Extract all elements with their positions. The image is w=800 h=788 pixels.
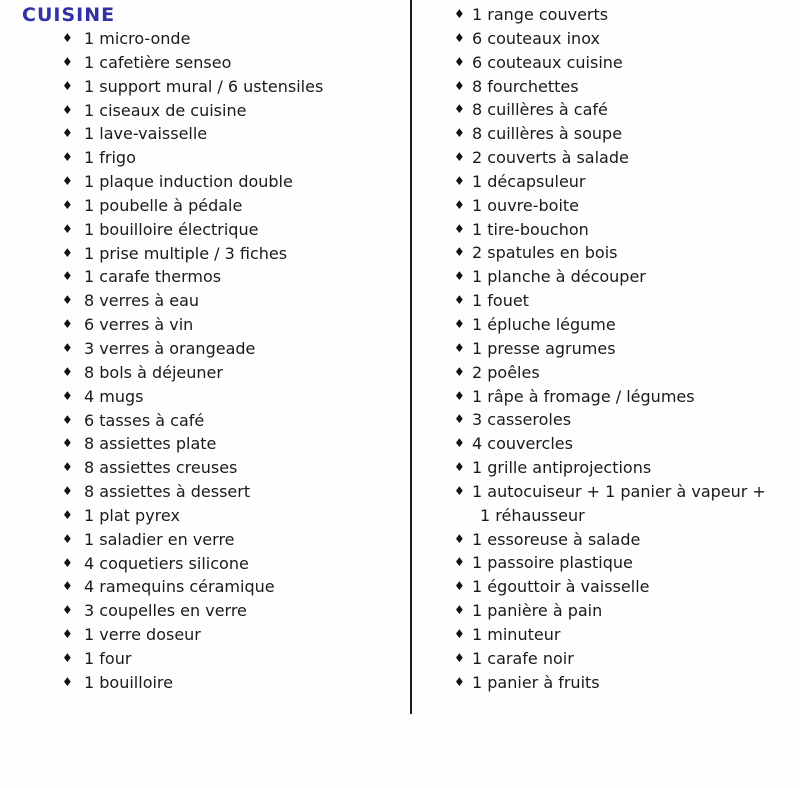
list-item	[412, 575, 800, 599]
item-text: 4 couvercles	[472, 434, 573, 454]
diamond-bullet-icon: ♦	[62, 460, 73, 475]
item-text: 1 panier à fruits	[472, 672, 600, 692]
item-text: 1 ciseaux de cuisine	[84, 100, 247, 120]
list-item	[0, 289, 410, 313]
list-item	[0, 599, 410, 623]
list-item	[0, 27, 410, 51]
list-item	[0, 647, 410, 671]
diamond-bullet-icon: ♦	[454, 650, 465, 665]
list-item	[412, 385, 800, 409]
diamond-bullet-icon: ♦	[62, 484, 73, 499]
diamond-bullet-icon: ♦	[454, 674, 465, 689]
list-item	[412, 480, 800, 528]
list-item	[0, 385, 410, 409]
diamond-bullet-icon: ♦	[454, 221, 465, 236]
list-item	[412, 623, 800, 647]
diamond-bullet-icon: ♦	[454, 269, 465, 284]
item-text: 1 autocuiseur + 1 panier à vapeur + 1 réhausseur	[472, 481, 766, 525]
diamond-bullet-icon: ♦	[62, 197, 73, 212]
list-item	[412, 218, 800, 242]
item-text: 1 verre doseur	[84, 625, 201, 645]
item-text: 8 bols à déjeuner	[84, 362, 223, 382]
item-text: 3 casseroles	[472, 410, 572, 430]
list-item	[412, 528, 800, 552]
item-text: 4 coquetiers silicone	[84, 553, 249, 573]
item-text: 1 épluche légume	[472, 314, 616, 334]
diamond-bullet-icon: ♦	[454, 7, 465, 21]
item-text: 1 prise multiple / 3 fiches	[84, 243, 288, 263]
item-text: 1 bouilloire électrique	[84, 219, 259, 239]
diamond-bullet-icon: ♦	[62, 31, 73, 45]
item-text: 8 assiettes à dessert	[84, 482, 251, 502]
item-text: 1 micro-onde	[84, 29, 191, 48]
diamond-bullet-icon: ♦	[62, 555, 73, 570]
diamond-bullet-icon: ♦	[454, 483, 465, 498]
list-item	[412, 599, 800, 623]
diamond-bullet-icon: ♦	[454, 555, 465, 570]
diamond-bullet-icon: ♦	[454, 293, 465, 308]
diamond-bullet-icon: ♦	[62, 126, 73, 141]
item-text: 1 support mural / 6 ustensiles	[84, 76, 324, 96]
list-item	[0, 122, 410, 146]
list-item	[412, 170, 800, 194]
list-item	[412, 408, 800, 432]
list-item	[412, 241, 800, 265]
item-text: 1 ouvre-boite	[472, 195, 580, 215]
item-text: 4 ramequins céramique	[84, 577, 275, 597]
diamond-bullet-icon: ♦	[454, 30, 465, 45]
list-item	[0, 313, 410, 337]
item-text: 1 minuteur	[472, 624, 561, 644]
diamond-bullet-icon: ♦	[62, 245, 73, 260]
list-item	[0, 242, 410, 266]
item-text: 1 presse agrumes	[472, 338, 616, 358]
list-item	[0, 528, 410, 552]
diamond-bullet-icon: ♦	[62, 531, 73, 546]
diamond-bullet-icon: ♦	[62, 627, 73, 642]
item-text: 1 four	[84, 648, 132, 668]
list-item	[412, 51, 800, 75]
diamond-bullet-icon: ♦	[62, 150, 73, 165]
item-text: 8 cuillères à soupe	[472, 124, 623, 144]
diamond-bullet-icon: ♦	[62, 674, 73, 689]
diamond-bullet-icon: ♦	[454, 388, 465, 403]
item-text: 1 tire-bouchon	[472, 219, 589, 239]
diamond-bullet-icon: ♦	[454, 126, 465, 141]
diamond-bullet-icon: ♦	[62, 507, 73, 522]
page-title: CUISINE	[22, 4, 116, 26]
list-item	[412, 3, 800, 27]
diamond-bullet-icon: ♦	[454, 340, 465, 355]
diamond-bullet-icon: ♦	[62, 412, 73, 427]
list-item	[412, 146, 800, 170]
item-text: 6 couteaux cuisine	[472, 52, 623, 72]
item-text: 1 bouilloire	[84, 672, 173, 692]
list-item	[0, 194, 410, 218]
right-item-list	[412, 3, 800, 694]
item-text: 1 râpe à fromage / légumes	[472, 386, 695, 406]
list-item	[0, 146, 410, 170]
list-item	[0, 99, 410, 123]
item-text: 8 cuillères à café	[472, 100, 608, 120]
diamond-bullet-icon: ♦	[454, 579, 465, 594]
list-item	[0, 623, 410, 647]
list-item	[0, 51, 410, 75]
item-text: 1 égouttoir à vaisselle	[472, 577, 650, 597]
list-item	[412, 194, 800, 218]
diamond-bullet-icon: ♦	[62, 269, 73, 284]
diamond-bullet-icon: ♦	[454, 54, 465, 69]
item-text: 1 cafetière senseo	[84, 52, 232, 72]
diamond-bullet-icon: ♦	[454, 245, 465, 260]
left-column	[0, 3, 410, 695]
list-item	[412, 98, 800, 122]
item-text: 6 couteaux inox	[472, 28, 600, 48]
right-column	[412, 3, 800, 694]
list-item	[412, 671, 800, 695]
diamond-bullet-icon: ♦	[62, 317, 73, 332]
diamond-bullet-icon: ♦	[454, 102, 465, 117]
item-text: 1 planche à découper	[472, 267, 646, 287]
item-text: 1 range couverts	[472, 5, 609, 24]
item-text: 1 fouet	[472, 291, 529, 311]
diamond-bullet-icon: ♦	[62, 340, 73, 355]
item-text: 2 spatules en bois	[472, 243, 618, 263]
diamond-bullet-icon: ♦	[454, 603, 465, 618]
item-text: 1 poubelle à pédale	[84, 195, 243, 215]
list-item	[412, 289, 800, 313]
diamond-bullet-icon: ♦	[454, 78, 465, 93]
item-text: 6 verres à vin	[84, 315, 194, 335]
list-item	[412, 456, 800, 480]
list-item	[0, 504, 410, 528]
list-item	[0, 337, 410, 361]
list-item	[0, 218, 410, 242]
list-item	[0, 552, 410, 576]
list-item	[0, 75, 410, 99]
item-text: 6 tasses à café	[84, 410, 205, 430]
item-text: 1 passoire plastique	[472, 553, 633, 573]
item-text: 1 panière à pain	[472, 601, 603, 621]
list-item	[0, 409, 410, 433]
list-item	[412, 361, 800, 385]
list-item	[412, 122, 800, 146]
list-item	[412, 647, 800, 671]
item-text: 2 poêles	[472, 362, 540, 382]
list-item	[412, 265, 800, 289]
item-text: 1 saladier en verre	[84, 529, 235, 549]
item-text: 1 essoreuse à salade	[472, 529, 641, 549]
list-item	[0, 432, 410, 456]
item-text: 1 frigo	[84, 148, 136, 168]
item-text: 1 plaque induction double	[84, 172, 293, 192]
item-text: 1 décapsuleur	[472, 171, 586, 191]
diamond-bullet-icon: ♦	[62, 102, 73, 117]
diamond-bullet-icon: ♦	[62, 54, 73, 69]
list-item	[0, 575, 410, 599]
item-text: 8 assiettes creuses	[84, 458, 238, 478]
diamond-bullet-icon: ♦	[62, 174, 73, 189]
list-item	[412, 27, 800, 51]
diamond-bullet-icon: ♦	[454, 460, 465, 475]
diamond-bullet-icon: ♦	[62, 436, 73, 451]
item-text: 1 carafe noir	[472, 648, 574, 668]
diamond-bullet-icon: ♦	[454, 173, 465, 188]
diamond-bullet-icon: ♦	[62, 650, 73, 665]
diamond-bullet-icon: ♦	[454, 531, 465, 546]
item-text: 3 verres à orangeade	[84, 338, 256, 358]
item-text: 4 mugs	[84, 386, 144, 406]
item-text: 8 assiettes plate	[84, 434, 217, 454]
item-text: 1 plat pyrex	[84, 505, 180, 525]
item-text: 8 verres à eau	[84, 291, 200, 311]
list-item	[0, 265, 410, 289]
list-item	[412, 337, 800, 361]
diamond-bullet-icon: ♦	[454, 364, 465, 379]
list-item	[0, 480, 410, 504]
list-item	[0, 671, 410, 695]
diamond-bullet-icon: ♦	[454, 316, 465, 331]
item-text: 3 coupelles en verre	[84, 601, 247, 621]
diamond-bullet-icon: ♦	[454, 436, 465, 451]
list-item	[412, 313, 800, 337]
diamond-bullet-icon: ♦	[454, 412, 465, 427]
diamond-bullet-icon: ♦	[62, 293, 73, 308]
diamond-bullet-icon: ♦	[62, 579, 73, 594]
left-item-list	[0, 27, 410, 695]
diamond-bullet-icon: ♦	[62, 78, 73, 93]
item-text: 1 lave-vaisselle	[84, 124, 208, 144]
list-item	[0, 361, 410, 385]
list-item	[0, 170, 410, 194]
item-text: 1 carafe thermos	[84, 267, 222, 287]
diamond-bullet-icon: ♦	[454, 197, 465, 212]
list-item	[412, 551, 800, 575]
diamond-bullet-icon: ♦	[454, 150, 465, 165]
diamond-bullet-icon: ♦	[62, 364, 73, 379]
diamond-bullet-icon: ♦	[454, 626, 465, 641]
diamond-bullet-icon: ♦	[62, 221, 73, 236]
item-text: 8 fourchettes	[472, 76, 579, 96]
list-item	[412, 75, 800, 99]
item-text: 1 grille antiprojections	[472, 458, 652, 478]
list-item	[0, 456, 410, 480]
diamond-bullet-icon: ♦	[62, 603, 73, 618]
item-text: 2 couverts à salade	[472, 148, 629, 168]
diamond-bullet-icon: ♦	[62, 388, 73, 403]
list-item	[412, 432, 800, 456]
